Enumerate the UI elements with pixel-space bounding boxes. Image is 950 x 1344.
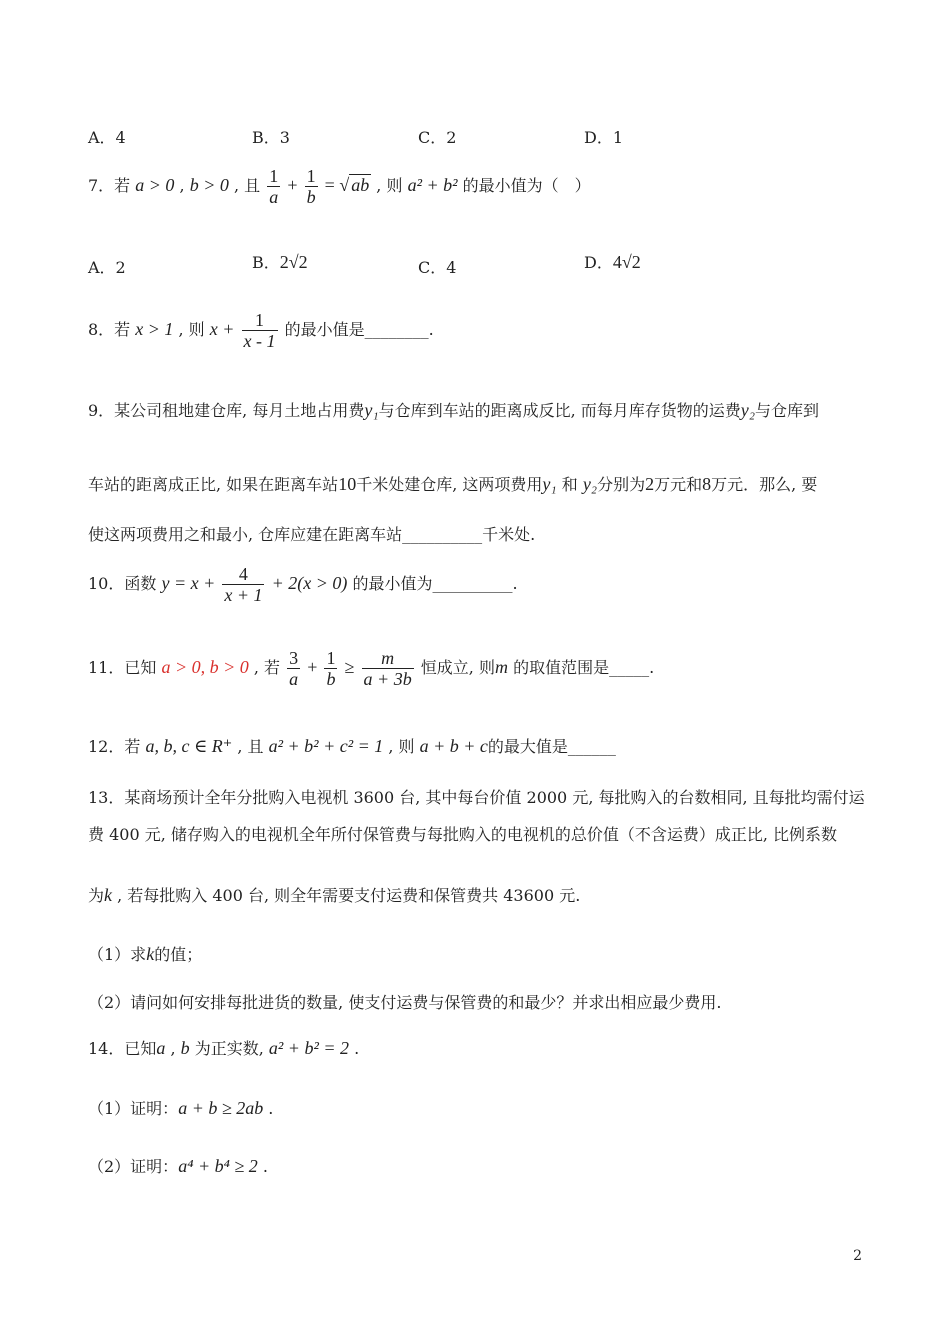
question-11: 11．已知 a > 0, b > 0 , 若 $\frac{3}{a}$ + $\frac{1}{b}$ ≥ $\frac{m}{a + 3b}$ 恒成立, 则m 的取值范围是_____.: [88, 648, 655, 689]
page-number: 2: [853, 1248, 862, 1264]
q7-option-d: D．4√2: [584, 252, 641, 272]
question-13-line-1: 13．某商场预计全年分批购入电视机 3600 台, 其中每台价值 2000 元, 每批购入的台数相同, 且每批均需付运: [88, 788, 865, 807]
question-9-line-1: 9．某公司租地建仓库, 每月土地占用费y₁与仓库到车站的距离成反比, 而每月库存货物的运费y₂与仓库到: [88, 400, 820, 420]
q6-option-a: A．4: [88, 128, 126, 147]
sqrt-ab: ab: [351, 175, 370, 195]
q7-option-c: C．4: [418, 258, 457, 277]
q7-option-a: A．2: [88, 258, 126, 277]
question-14-part-1: （1）证明：a + b ≥ 2ab .: [88, 1098, 274, 1118]
question-14-part-2: （2）证明：a⁴ + b⁴ ≥ 2 .: [88, 1156, 268, 1176]
fraction-3-over-a: $\frac{3}{a}$: [289, 648, 299, 689]
question-13-part-2: （2）请问如何安排每批进货的数量, 使支付运费与保管费的和最少？并求出相应最少费用.: [88, 993, 722, 1012]
q7-option-b: B．2√2: [252, 252, 308, 272]
question-13-part-1: （1）求k的值；: [88, 944, 203, 964]
condition-highlight: a > 0, b > 0: [161, 657, 249, 677]
fraction-1-over-x-minus-1: $\frac{1}{x - 1}$: [243, 310, 276, 351]
fraction-1-over-b: $\frac{1}{b}$: [306, 166, 316, 207]
question-9-line-2: 车站的距离成正比, 如果在距离车站10千米处建仓库, 这两项费用y₁ 和 y₂分别为2万元和8万元．那么, 要: [88, 474, 818, 494]
question-7: 7．若 a > 0 , b > 0 , 且 $\frac{1}{a}$ + $\frac{1}{b}$ = √ ab , 则 a² + b² 的最小值为（ ）: [88, 166, 591, 207]
fraction-4-over-x-plus-1: $\frac{4}{x + 1}$: [224, 564, 263, 605]
question-12: 12．若 a, b, c ∈ R⁺ , 且 a² + b² + c² = 1 , 则 a + b + c的最大值是______: [88, 736, 616, 756]
question-13-line-3: 为k , 若每批购入 400 台, 则全年需要支付运费和保管费共 43600 元.: [88, 885, 581, 905]
q6-option-d: D．1: [584, 128, 624, 147]
q6-option-b: B．3: [252, 128, 290, 147]
question-13-line-2: 费 400 元, 储存购入的电视机全年所付保管费与每批购入的电视机的总价值（不含运费）成正比, 比例系数: [88, 825, 838, 844]
fraction-1-over-b: $\frac{1}{b}$: [326, 648, 336, 689]
question-8: 8．若 x > 1 , 则 x + $\frac{1}{x - 1}$ 的最小值是________.: [88, 310, 434, 351]
fraction-1-over-a: $\frac{1}{a}$: [269, 166, 279, 207]
q6-option-c: C．2: [418, 128, 457, 147]
question-10: 10．函数 y = x + $\frac{4}{x + 1}$ + 2(x > 0) 的最小值为__________.: [88, 564, 518, 605]
fraction-m-over-a-plus-3b: $\frac{m}{a + 3b}$: [363, 648, 412, 689]
question-9-line-3: 使这两项费用之和最小, 仓库应建在距离车站__________千米处.: [88, 525, 536, 544]
question-14: 14．已知a , b 为正实数, a² + b² = 2 .: [88, 1038, 360, 1058]
